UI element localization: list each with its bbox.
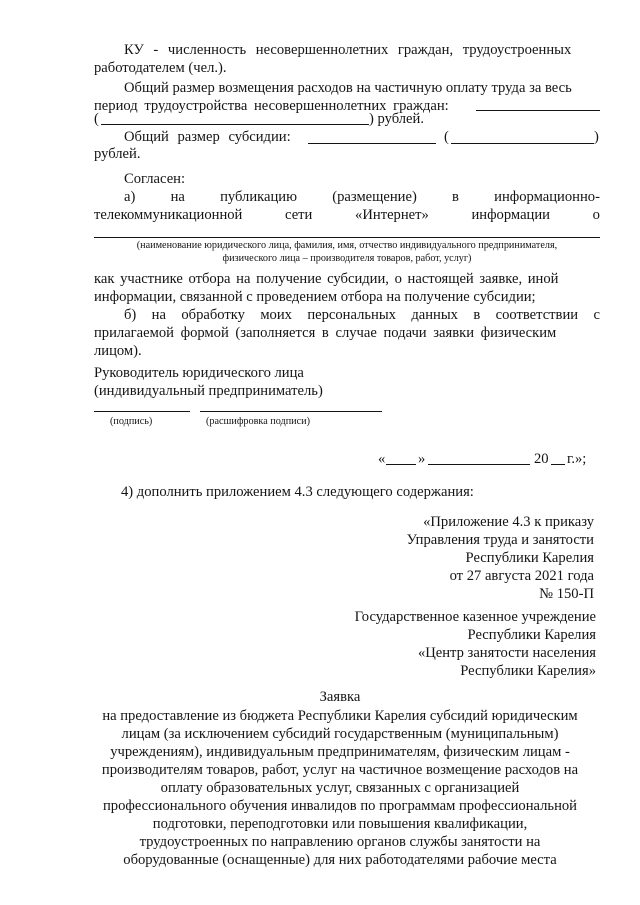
item-b-line-3: лицом). xyxy=(94,343,142,359)
word: на xyxy=(151,307,166,323)
appendix-line: Управления труда и занятости xyxy=(406,532,594,548)
document-title: Заявка xyxy=(319,689,361,705)
appendix-line: Республики Карелия xyxy=(465,550,594,566)
subtitle-line: трудоустроенных по направлению органов службы занятости на xyxy=(139,834,541,850)
word: с xyxy=(593,307,600,323)
addressee-line: Республики Карелия xyxy=(467,627,596,643)
subtitle-line: на предоставление из бюджета Республики Карелия субсидий юридическим xyxy=(102,708,578,724)
subtitle-line: профессионального обучения инвалидов по программам профессиональной xyxy=(102,798,577,814)
signature-decode-blank xyxy=(200,411,382,412)
total-rubles: ) рублей. xyxy=(369,111,424,127)
total-amount-words-open: ( xyxy=(94,111,99,127)
addressee-line: Республики Карелия» xyxy=(460,663,596,679)
word: (размещение) xyxy=(332,189,417,205)
total-amount-blank xyxy=(476,110,600,111)
subsidy-label: Общий размер субсидии: xyxy=(124,129,291,145)
word: в xyxy=(452,189,459,205)
ku-line-1 xyxy=(124,41,600,59)
subsidy-paren-open: ( xyxy=(444,129,449,145)
subsidy-amount-blank xyxy=(308,143,436,144)
item-b-line-1 xyxy=(124,306,600,324)
word: данных xyxy=(411,307,458,323)
word: на xyxy=(170,189,185,205)
item-a-line-1 xyxy=(124,188,600,206)
caption-name-2: физического лица – производителя товаров, работ, услуг) xyxy=(222,253,472,264)
subtitle-line: производителям товаров, работ, услуг на частичное возмещение расходов на xyxy=(101,762,579,778)
word: сети xyxy=(285,207,313,223)
subsidy-paren-close: ) xyxy=(594,129,599,145)
appendix-line: № 150-П xyxy=(539,586,594,602)
word: а) xyxy=(124,189,136,205)
caption-decode: (расшифровка подписи) xyxy=(206,416,310,427)
subtitle-line: лицам (за исключением субсидий государственным (муниципальным) xyxy=(121,726,559,742)
date-year: 20 xyxy=(534,451,549,467)
date-open: « xyxy=(378,451,386,467)
addressee-line: «Центр занятости населения xyxy=(417,645,596,661)
word: моих xyxy=(260,307,292,323)
addressee-line: Государственное казенное учреждение xyxy=(354,609,596,625)
agree-label: Согласен: xyxy=(124,171,186,187)
subtitle-line: оборудованные (оснащенные) для них работодателями рабочие места xyxy=(123,852,557,868)
total-line-1: Общий размер возмещения расходов на частичную оплату труда за весь xyxy=(124,80,572,96)
total-amount-words-blank xyxy=(101,124,369,125)
word: о xyxy=(592,207,600,223)
subsidy-rubles: рублей. xyxy=(94,146,141,162)
item-a-line-2 xyxy=(94,206,600,224)
date-day-blank xyxy=(386,464,416,465)
subtitle-line: учреждениям), индивидуальным предпринимателям, физическим лицам - xyxy=(110,744,570,760)
word: информационно- xyxy=(494,189,600,205)
date-year-blank xyxy=(551,464,565,465)
date-end: г.»; xyxy=(567,451,587,467)
date-mid: » xyxy=(418,451,426,467)
appendix-line: от 27 августа 2021 года xyxy=(449,568,594,584)
amend-line: 4) дополнить приложением 4.3 следующего содержания: xyxy=(121,484,474,500)
word: информации xyxy=(471,207,550,223)
word: персональных xyxy=(307,307,396,323)
word: «Интернет» xyxy=(355,207,429,223)
subtitle-line: оплату образовательных услуг, связанных с организацией xyxy=(160,780,520,796)
applicant-name-blank xyxy=(94,237,600,238)
item-b-line-2: прилагаемой формой (заполняется в случае подачи заявки физическим xyxy=(94,325,557,341)
subtitle-line: подготовки, переподготовки или повышения квалификации, xyxy=(152,816,528,832)
word: обработку xyxy=(181,307,245,323)
word: телекоммуникационной xyxy=(94,207,243,223)
word: соответствии xyxy=(495,307,579,323)
date-month-blank xyxy=(428,464,530,465)
total-label: период трудоустройства несовершеннолетних граждан: xyxy=(94,98,449,114)
after-a-line-2: информации, связанной с проведением отбора на получение субсидии; xyxy=(94,289,536,305)
head-line-2: (индивидуальный предприниматель) xyxy=(94,383,323,399)
after-a-line-1: как участнике отбора на получение субсидии, о настоящей заявке, иной xyxy=(94,271,559,287)
subsidy-words-blank xyxy=(451,143,594,144)
caption-name-1: (наименование юридического лица, фамилия, имя, отчество индивидуального предпринимателя, xyxy=(136,240,558,251)
word: б) xyxy=(124,307,137,323)
caption-sign: (подпись) xyxy=(110,416,153,427)
signature-blank xyxy=(94,411,190,412)
ku-text: КУ - численность несовершеннолетних граждан, трудоустроенных xyxy=(124,42,572,58)
head-line-1: Руководитель юридического лица xyxy=(94,365,304,381)
word: публикацию xyxy=(220,189,298,205)
ku-line-2: работодателем (чел.). xyxy=(94,60,227,76)
appendix-line: «Приложение 4.3 к приказу xyxy=(423,514,594,530)
word: в xyxy=(473,307,481,323)
